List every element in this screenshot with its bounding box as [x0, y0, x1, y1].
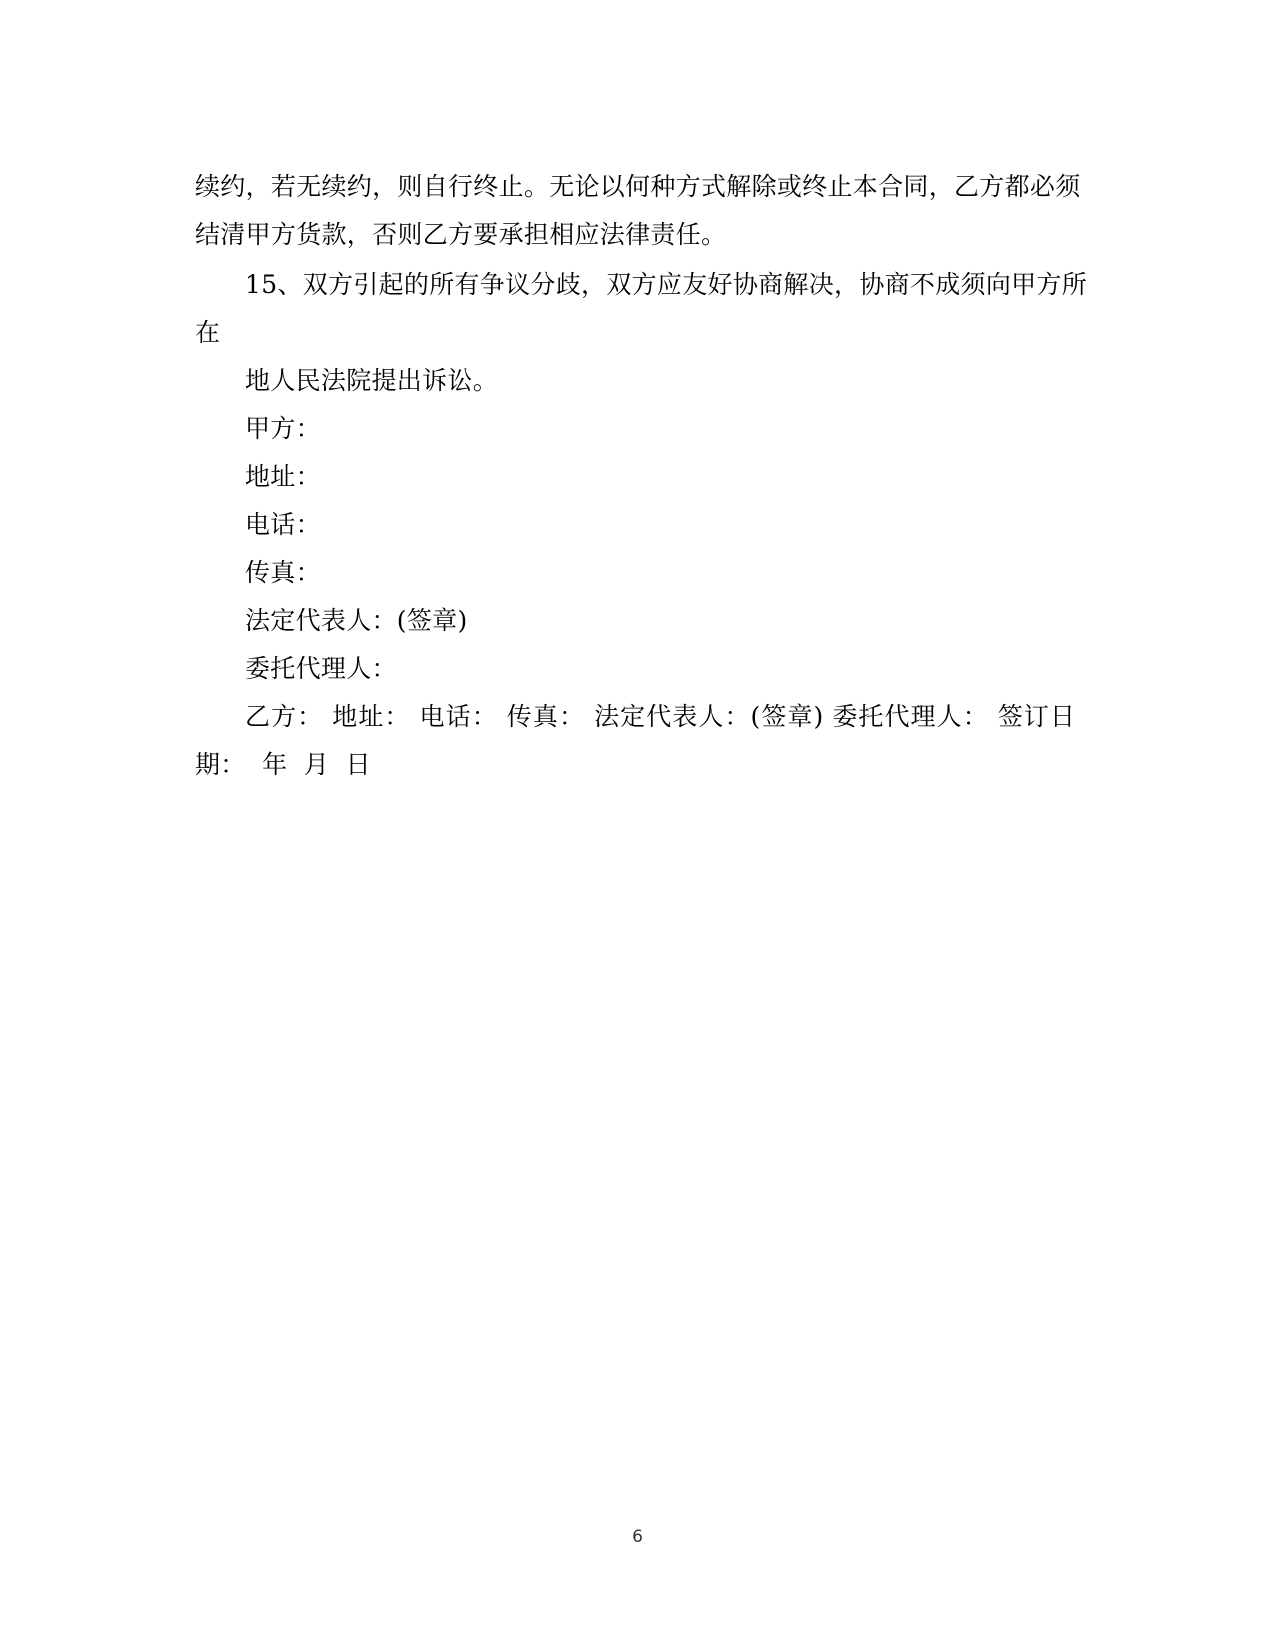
- party-a-phone-label: 电话：: [245, 510, 321, 539]
- signing-date-line: 期： 年 月 日: [195, 750, 371, 779]
- party-a-label: 甲方：: [245, 414, 321, 443]
- page-number: 6: [632, 1527, 643, 1547]
- paragraph-line-clause-15-wrap: 在: [195, 318, 221, 347]
- paragraph-line-clause-15: 15、双方引起的所有争议分歧，双方应友好协商解决，协商不成须向甲方所: [245, 270, 1088, 299]
- party-b-signature-line: 乙方： 地址： 电话： 传真： 法定代表人：(签章) 委托代理人： 签订日: [245, 702, 1075, 731]
- party-a-fax-label: 传真：: [245, 558, 321, 587]
- paragraph-line-court: 地人民法院提出诉讼。: [245, 366, 499, 395]
- document-body: [195, 163, 1088, 789]
- party-a-legal-rep-label: 法定代表人：(签章): [245, 606, 468, 635]
- paragraph-line-termination-1: 续约，若无续约，则自行终止。无论以何种方式解除或终止本合同，乙方都必须: [195, 172, 1081, 201]
- party-a-address-label: 地址：: [245, 462, 321, 491]
- party-a-agent-label: 委托代理人：: [245, 654, 397, 683]
- paragraph-line-termination-2: 结清甲方货款，否则乙方要承担相应法律责任。: [195, 220, 727, 249]
